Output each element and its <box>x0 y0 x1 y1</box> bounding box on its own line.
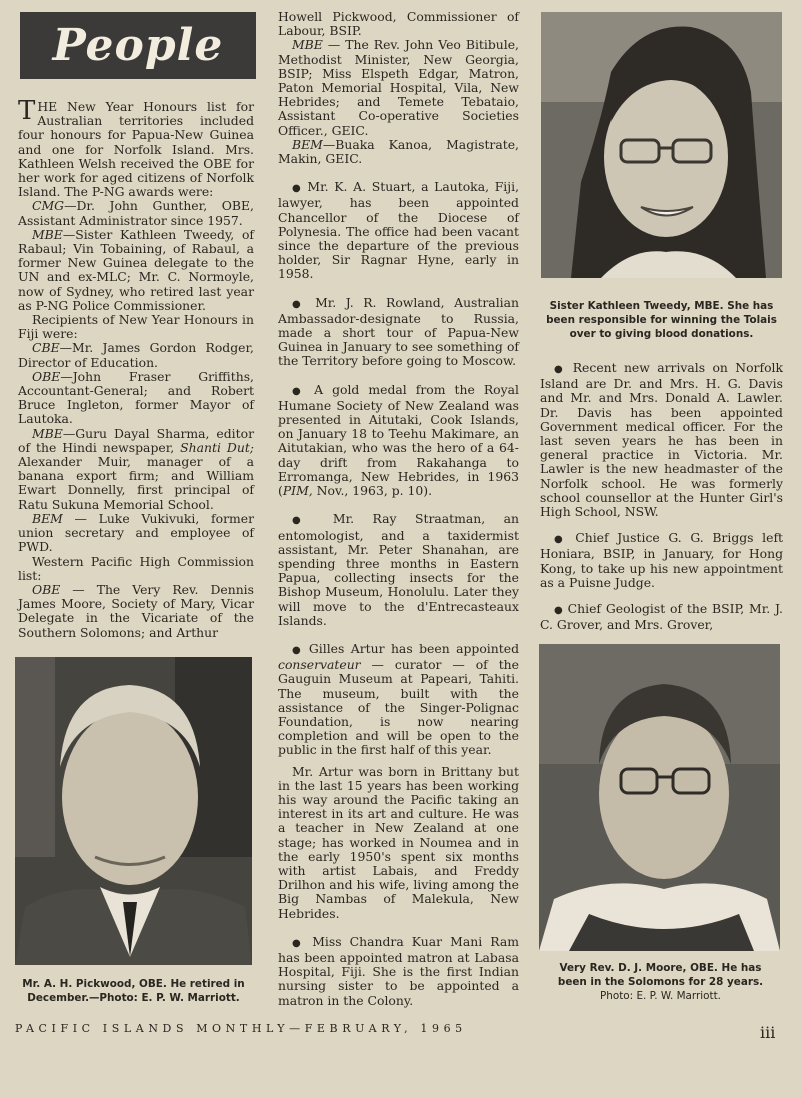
paragraph: BEM—Buaka Kanoa, Magistrate, Makin, GEIC. <box>278 136 519 167</box>
caption-pickwood: Mr. A. H. Pickwood, OBE. He retired in December.—Photo: E. P. W. Marriott. <box>22 978 245 1004</box>
photo-tweedy <box>541 12 782 278</box>
section-masthead <box>20 12 256 79</box>
column-3 <box>540 361 783 639</box>
section-title: People <box>52 20 224 71</box>
paragraph: Mr. Artur was born in Brittany but in the last 15 years has been working his way around the Pacific taking an interest in its art and culture. He was a teacher in New Zealand at one stage; has worked in Noumea and in the early 1950's spent six months with artist Labais, and Freddy Drilhon and his wife, living among the Big Nambas of Malekula, New Hebrides. <box>278 763 519 921</box>
paragraph: OBE—John Fraser Griffiths, Accountant-General; and Robert Bruce Ingleton, former Mayor of Lautoka. <box>18 368 254 427</box>
caption-moore: Very Rev. D. J. Moore, OBE. He has been in the Solomons for 28 years. Photo: E. P. W. Marriott. <box>557 962 764 1002</box>
paragraph: CMG—Dr. John Gunther, OBE, Assistant Administrator since 1957. <box>18 198 254 228</box>
column-2 <box>278 10 519 1015</box>
drop-cap: T <box>18 96 36 126</box>
article-rowland: ● Mr. J. R. Rowland, Australian Ambassador-designate to Russia, made a short tour of Papua-New Guinea in January to see something of the Territory before going to Moscow. <box>278 296 519 369</box>
photo-moore <box>539 644 780 951</box>
article-medal: ● A gold medal from the Royal Humane Society of New Zealand was presented in Aitutaki, Cook Islands, on January 18 to Teehu Makimare, an Aitutakian, who was the hero of a 64-day drift from Rakahanga to Erromanga, New Hebrides, in 1963 (PIM, Nov., 1963, p. 10). <box>278 383 519 499</box>
paragraph: MBE — The Rev. John Veo Bitibule, Methodist Minister, New Georgia, BSIP; Miss Elspeth Edgar, Matron, Paton Memorial Hospital, Vila, New Hebrides; and Temete Tebataio, Assistant Co-operative Societies Officer., GEIC. <box>278 37 519 138</box>
article-norfolk: ● Recent new arrivals on Norfolk Island are Dr. and Mrs. H. G. Davis and Mr. and Mrs. Donald A. Lawler. Dr. Davis has been appointed Government medical officer. For the last seven years he has been in general practice in Victoria. Mr. Lawler is the new headmaster of the Norfolk school. He was formerly school counsellor at the Hunter Girl's High School, NSW. <box>540 361 783 519</box>
article-artur: ● Gilles Artur has been appointed conservateur — curator — of the Gauguin Museum at Papeari, Tahiti. The museum, built with the assistance of the Singer-Polignac Foundation, is now nearing completion and will be open to the public in the first half of this year. <box>278 642 519 758</box>
column-1 <box>18 96 254 647</box>
article-stuart: ● Mr. K. A. Stuart, a Lautoka, Fiji, lawyer, has been appointed Chancellor of the Diocese of Polynesia. The office had been vacant since the departure of the previous holder, Sir Ragnar Hyne, early in 1958. <box>278 180 519 281</box>
article-briggs: ● Chief Justice G. G. Briggs left Honiara, BSIP, in January, for Hong Kong, to take up his new appointment as a Puisne Judge. <box>540 531 783 590</box>
article-mani-ram: ● Miss Chandra Kuar Mani Ram has been appointed matron at Labasa Hospital, Fiji. She is the first Indian nursing sister to be appointed a matron in the Colony. <box>278 935 519 1008</box>
article-straatman: ● Mr. Ray Straatman, an entomologist, and a taxidermist assistant, Mr. Peter Shanahan, are spending three months in Eastern Papua, collecting insects for the Bishop Museum, Honolulu. Later they will move to the d'Entrecasteaux Islands. <box>278 512 519 628</box>
caption-tweedy: Sister Kathleen Tweedy, MBE. She has been responsible for winning the Tolais over to giving blood donations. <box>546 300 777 340</box>
portrait-tweedy-image <box>541 12 782 278</box>
paragraph: BEM — Luke Vukivuki, former union secretary and employee of PWD. <box>18 510 254 555</box>
portrait-pickwood-image <box>15 657 252 965</box>
paragraph: OBE — The Very Rev. Dennis James Moore, Society of Mary, Vicar Delegate in the Vicariate of the Southern Solomons; and Arthur <box>18 581 254 640</box>
paragraph: Recipients of New Year Honours in Fiji were: <box>18 312 254 342</box>
footer-publication: PACIFIC ISLANDS MONTHLY—FEBRUARY, 1965 <box>15 1022 467 1035</box>
paragraph: CBE—Mr. James Gordon Rodger, Director of Education. <box>18 340 254 370</box>
paragraph: MBE—Sister Kathleen Tweedy, of Rabaul; Vin Tobaining, of Rabaul, a former New Guinea delegate to the UN and ex-MLC; Mr. C. Normoyle, now of Sydney, who retired last year as P-NG Police Commissioner. <box>18 226 254 313</box>
paragraph: MBE—Guru Dayal Sharma, editor of the Hindi newspaper, Shanti Dut; Alexander Muir, manager of a banana export firm; and William Ewart Donnelly, first principal of Ratu Sukuna Memorial School. <box>18 425 254 512</box>
photo-pickwood <box>15 657 252 965</box>
article-honours-intro: THE New Year Honours list for Australian territories included four honours for Papua-New Guinea and one for Norfolk Island. Mrs. Kathleen Welsh received the OBE for her work for aged citizens of Norfolk Island. The P-NG awards were: <box>18 96 254 200</box>
page-footer <box>15 1022 785 1044</box>
paragraph: Western Pacific High Commission list: <box>18 553 254 583</box>
portrait-moore-image <box>539 644 780 951</box>
article-grover: ● Chief Geologist of the BSIP, Mr. J. C. Grover, and Mrs. Grover, <box>540 602 783 632</box>
page-number: iii <box>760 1023 776 1042</box>
paragraph: Howell Pickwood, Commissioner of Labour, BSIP. <box>278 9 519 39</box>
